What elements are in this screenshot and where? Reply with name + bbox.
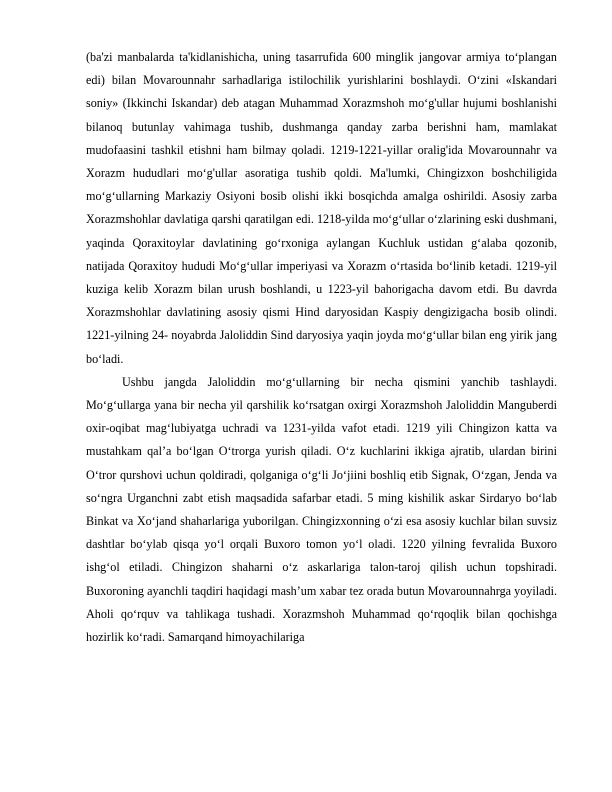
document-page xyxy=(86,46,557,649)
paragraph-2: Ushbu jangda Jaloliddin mo‘g‘ullarning bir necha qismini yanchib tashlaydi. Mo‘g‘ullarga yana bir necha yil qarshilik ko‘rsatgan oxirgi Xorazmshoh Jaloliddin Manguberdi oxir-oqibat mag‘lubiyatga uchradi va 1231-yilda vafot etadi. 1219 yili Chingizon katta va mustahkam qal’a bo‘lgan O‘trorga yurish qiladi. O‘z kuchlarini ikkiga ajratib, ulardan birini O‘tror qurshovi uchun qoldiradi, qolganiga o‘g‘li Jo‘jiini boshliq etib Signak, O‘zgan, Jenda va so‘ngra Urganchni zabt etish maqsadida safarbar etadi. 5 ming kishilik askar Sirdaryo bo‘lab Binkat va Xo‘jand shaharlariga yuborilgan. Chingizxonning o‘zi esa asosiy kuchlar bilan suvsiz dashtlar bo‘ylab qisqa yo‘l orqali Buxoro tomon yo‘l oladi. 1220 yilning fevralida Buxoro ishg‘ol etiladi. Chingizon shaharni o‘z askarlariga talon-taroj qilish uchun topshiradi. Buxoroning ayanchli taqdiri haqidagi mash’um xabar tez orada butun Movarounnahrga yoyiladi. Aholi qo‘rquv va tahlikaga tushadi. Xorazmshoh Muhammad qo‘rqoqlik bilan qochishga hozirlik ko‘radi. Samarqand himoyachilariga xyxy=(86,374,557,645)
paragraph-1: (ba'zi manbalarda ta'kidlanishicha, uning tasarrufida 600 minglik jangovar armiya to‘plangan edi) bilan Movarounnahr sarhadlariga istilochilik yurishlarini boshlaydi. O‘zini «Iskandari soniy» (Ikkinchi Iskandar) deb atagan Muhammad Xorazmshoh mo‘g'ullar hujumi boshlanishi bilanoq butunlay vahimaga tushib, dushmanga qanday zarba berishni ham, mamlakat mudofaasini tashkil etishni ham bilmay qoladi. 1219-1221-yillar oralig'ida Movarounnahr va Xorazm hududlari mo‘g'ullar asoratiga tushib qoldi. Ma'lumki, Chingizxon boshchiligida mo‘g‘ullarning Markaziy Osiyoni bosib olishi ikki bosqichda amalga oshirildi. Asosiy zarba Xorazmshohlar davlatiga qarshi qaratilgan edi. 1218-yilda mo‘g‘ullar o‘zlarining eski dushmani, yaqinda Qoraxitoylar davlatining go‘rxoniga aylangan Kuchluk ustidan g‘alaba qozonib, natijada Qoraxitoy hududi Mo‘g‘ullar imperiyasi va Xorazm o‘rtasida bo‘linib ketadi. 1219-yil kuziga kelib Xorazm bilan urush boshlandi, u 1223-yil bahorigacha davom etdi. Bu davrda Xorazmshohlar davlatining asosiy qismi Hind daryosidan Kaspiy dengizigacha bosib olindi. 1221-yilning 24- noyabrda Jaloliddin Sind daryosiya yaqin joyda mo‘g‘ullar bilan eng yirik jang bo‘ladi. xyxy=(86,50,557,366)
